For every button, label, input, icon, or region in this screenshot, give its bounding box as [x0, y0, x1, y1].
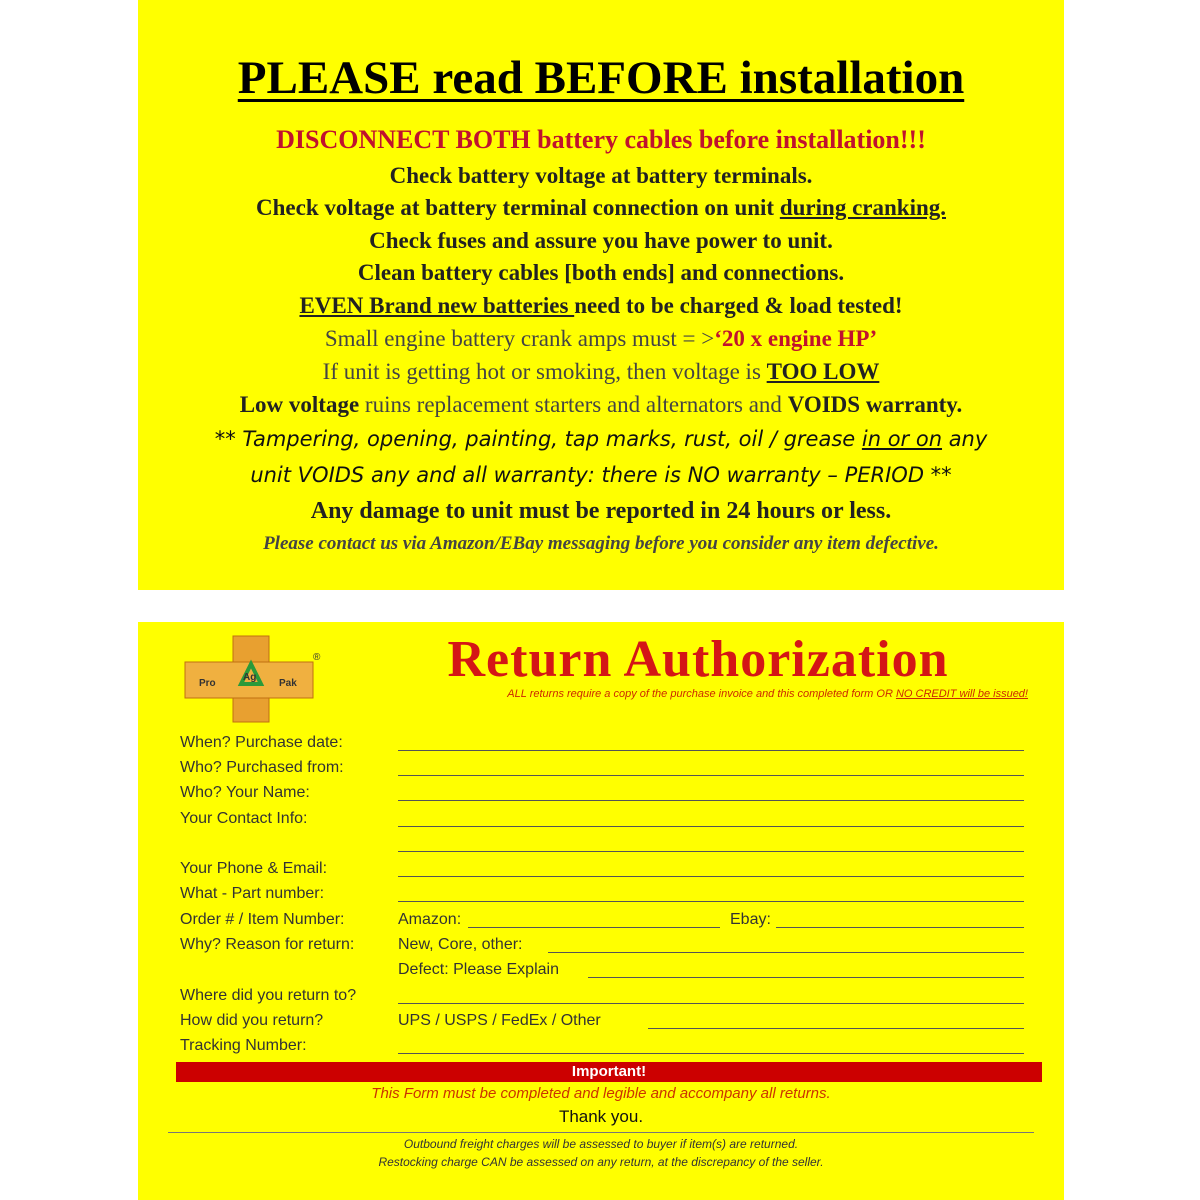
purchased-from-line[interactable]: [398, 775, 1024, 776]
svg-text:Pak: Pak: [279, 678, 297, 689]
reason-row[interactable]: [180, 936, 1026, 958]
your-name-row[interactable]: [180, 784, 1026, 806]
purchased-from-row[interactable]: [180, 759, 1026, 781]
return-authorization-title: Return Authorization: [447, 631, 949, 688]
phone-email-label: Your Phone & Email:: [180, 860, 328, 877]
phone-email-line[interactable]: [398, 876, 1024, 877]
purchased-from-label: Who? Purchased from:: [180, 759, 344, 776]
part-number-label: What - Part number:: [180, 885, 325, 902]
where-returned-line[interactable]: [398, 1003, 1024, 1004]
order-number-label: Order # / Item Number:: [180, 911, 345, 928]
how-returned-row[interactable]: [180, 1012, 1026, 1034]
new-batteries-note: EVEN Brand new batteries need to be charged & load tested!: [299, 293, 903, 318]
contact-info-extra-line[interactable]: [398, 851, 1024, 852]
contact-info-line[interactable]: [398, 826, 1024, 827]
purchase-date-row[interactable]: [180, 734, 1026, 756]
your-name-label: Who? Your Name:: [180, 784, 310, 801]
contact-info-extra-row[interactable]: [180, 835, 1026, 857]
reason-options-label: New, Core, other:: [398, 936, 523, 953]
tampering-warning: ** Tampering, opening, painting, tap marks, rust, oil / grease in or on any: [214, 427, 988, 451]
tracking-label: Tracking Number:: [180, 1037, 307, 1054]
pro-ag-pak-logo: [183, 634, 323, 724]
how-returned-line[interactable]: [648, 1028, 1024, 1029]
restocking-note: Restocking charge CAN be assessed on any return, at the discrepancy of the seller.: [378, 1155, 824, 1169]
contact-note: Please contact us via Amazon/EBay messaging before you consider any item defective.: [263, 533, 939, 554]
check-battery-voltage: Check battery voltage at battery terminals.: [389, 163, 813, 188]
purchase-date-label: When? Purchase date:: [180, 734, 343, 751]
contact-info-row[interactable]: [180, 810, 1026, 832]
order-number-row[interactable]: [180, 911, 1026, 933]
your-name-line[interactable]: [398, 800, 1024, 801]
carriers-label: UPS / USPS / FedEx / Other: [398, 1012, 601, 1029]
where-returned-label: Where did you return to?: [180, 987, 357, 1004]
crank-amps-note: Small engine battery crank amps must = >‘20 x engine HP’: [324, 326, 878, 351]
defect-label: Defect: Please Explain: [398, 961, 559, 978]
low-voltage-note: Low voltage ruins replacement starters and alternators and VOIDS warranty.: [239, 392, 963, 417]
how-returned-label: How did you return?: [180, 1012, 324, 1029]
return-authorization-card: [138, 622, 1064, 1200]
reason-line[interactable]: [548, 952, 1024, 953]
no-warranty-warning: unit VOIDS any and all warranty: there is NO warranty – PERIOD **: [250, 463, 952, 487]
contact-info-label: Your Contact Info:: [180, 810, 308, 827]
part-number-row[interactable]: [180, 885, 1026, 907]
damage-report-note: Any damage to unit must be reported in 24 hours or less.: [310, 498, 892, 524]
must-complete-note: This Form must be completed and legible and accompany all returns.: [371, 1085, 831, 1102]
divider: [168, 1132, 1034, 1133]
clean-cables: Clean battery cables [both ends] and connections.: [357, 260, 845, 285]
check-voltage-cranking: Check voltage at battery terminal connection on unit during cranking.: [256, 195, 946, 220]
svg-text:Pro: Pro: [199, 678, 216, 689]
ebay-label: Ebay:: [730, 911, 771, 928]
defect-line[interactable]: [588, 977, 1024, 978]
thank-you-note: Thank you.: [558, 1107, 644, 1126]
phone-email-row[interactable]: [180, 860, 1026, 882]
svg-text:®: ®: [313, 652, 321, 663]
check-fuses: Check fuses and assure you have power to unit.: [369, 228, 833, 253]
amazon-label: Amazon:: [398, 911, 462, 928]
installation-title: PLEASE read BEFORE installation: [237, 52, 965, 104]
important-banner: Important!: [176, 1062, 1042, 1082]
return-requirements: ALL returns require a copy of the purchase invoice and this completed form OR NO CREDIT will be issued!: [507, 688, 1028, 700]
installation-notice-card: [138, 0, 1064, 590]
purchase-date-line[interactable]: [398, 750, 1024, 751]
tracking-line[interactable]: [398, 1053, 1024, 1054]
too-low-note: If unit is getting hot or smoking, then voltage is TOO LOW: [322, 359, 880, 384]
svg-text:Ag: Ag: [243, 672, 257, 683]
freight-note: Outbound freight charges will be assessed to buyer if item(s) are returned.: [403, 1137, 799, 1151]
ebay-line[interactable]: [776, 927, 1024, 928]
where-returned-row[interactable]: [180, 987, 1026, 1009]
defect-row[interactable]: [180, 961, 1026, 983]
disconnect-warning: DISCONNECT BOTH battery cables before installation!!!: [276, 125, 926, 154]
part-number-line[interactable]: [398, 901, 1024, 902]
amazon-line[interactable]: [468, 927, 720, 928]
tracking-row[interactable]: [180, 1037, 1026, 1059]
reason-label: Why? Reason for return:: [180, 936, 355, 953]
